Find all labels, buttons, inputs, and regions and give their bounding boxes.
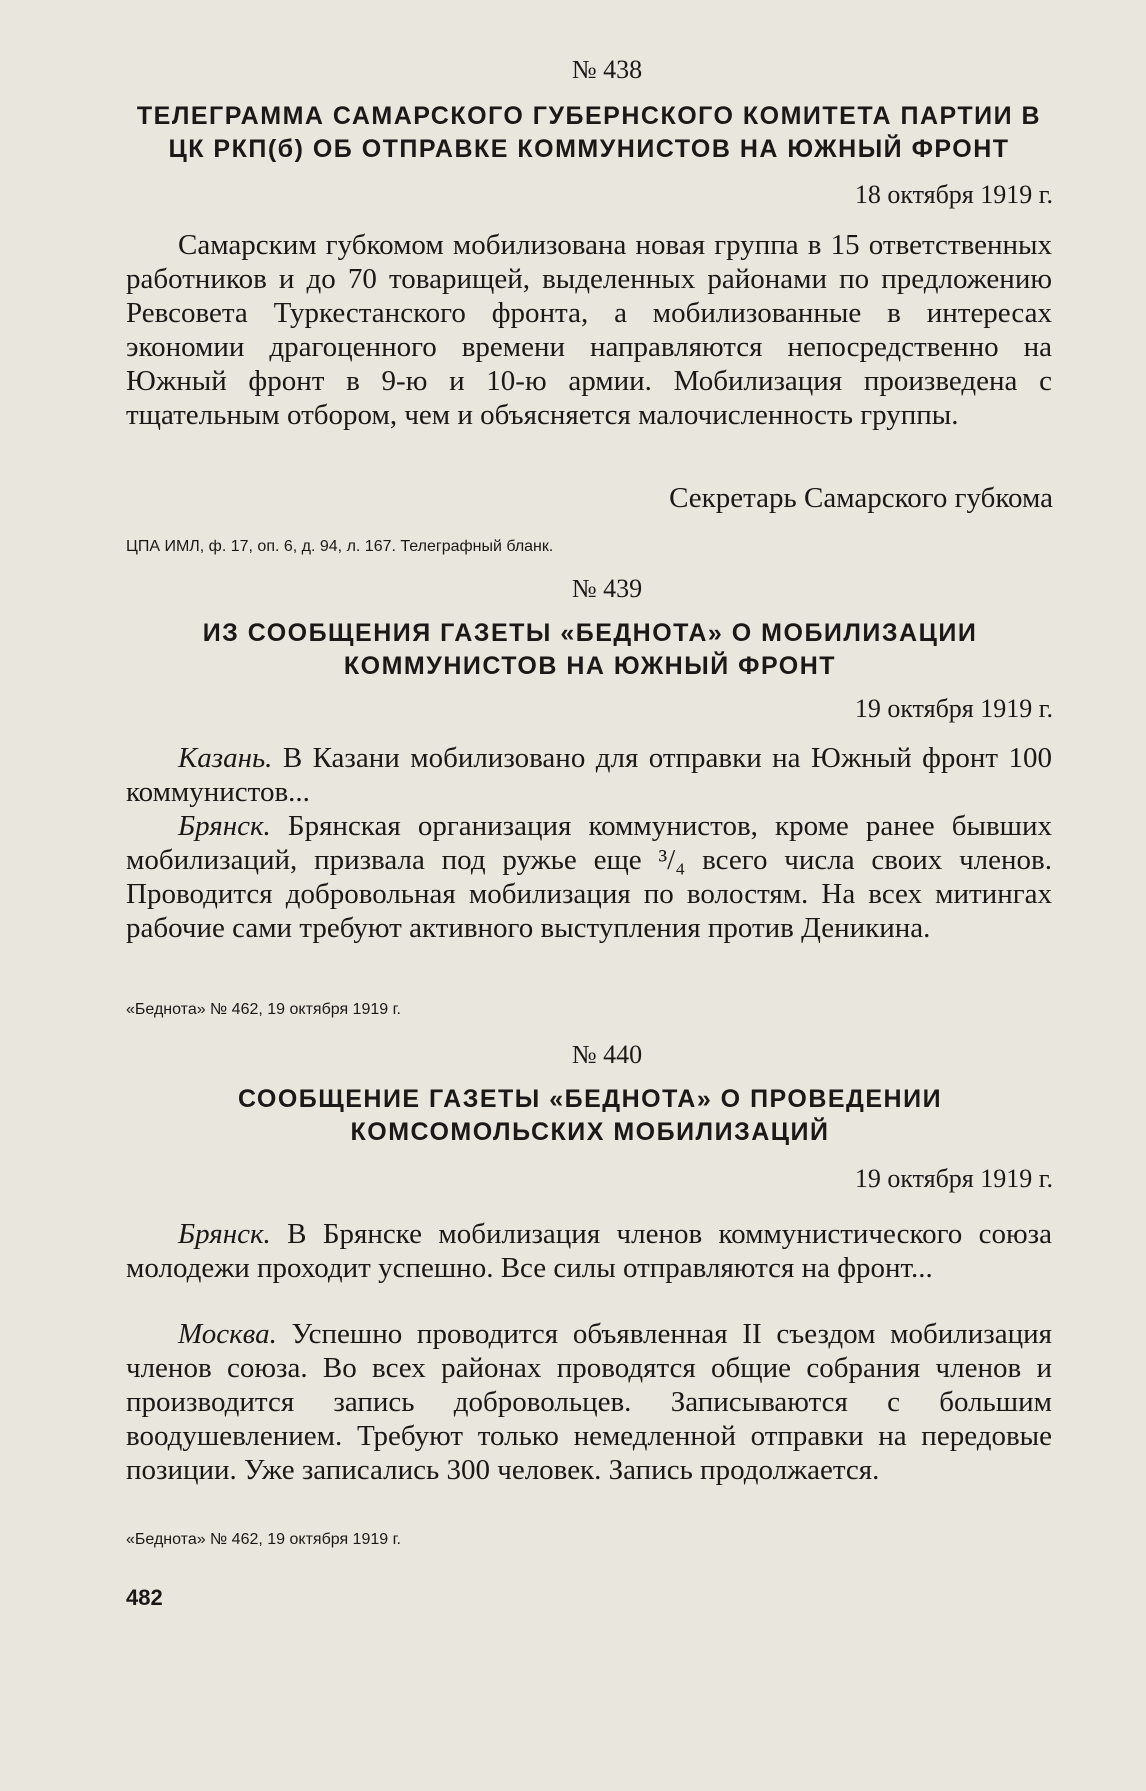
doc438-signature: Секретарь Самарского губкома xyxy=(669,482,1053,514)
doc440-text-bryansk: В Брянске мобилизация членов коммунистического союза молодежи проходит успешно. Все силы отправляются на фронт... xyxy=(126,1218,1052,1284)
doc439-title: ИЗ СООБЩЕНИЯ ГАЗЕТЫ «БЕДНОТА» О МОБИЛИЗАЦИИ КОММУНИСТОВ НА ЮЖНЫЙ ФРОНТ xyxy=(202,619,978,680)
doc439-number: № 439 xyxy=(571,574,643,603)
doc438-body: Самарским губкомом мобилизована новая группа в 15 ответственных работников и до 70 товарищей, выделенных районами по предложению Ревсовета Туркестанского фронта, а мобилизованные в интересах экономии драгоценного времени направляются непосредственно на Южный фронт в 9-ю и 10-ю армии. Мобилизация произведена с тщательным отбором, чем и объясняется малочисленность группы. xyxy=(126,229,1052,431)
doc439-text-bryansk: Брянская организация коммунистов, кроме ранее бывших мобилизаций, призвала под ружье еще ³/₄ всего числа своих членов. Проводится добровольная мобилизация по волостям. На всех митингах рабочие сами требуют активного выступления против Деникина. xyxy=(126,810,1052,944)
doc440-source: «Беднота» № 462, 19 октября 1919 г. xyxy=(126,1531,401,1548)
doc439-paragraph-bryansk xyxy=(126,809,1052,945)
doc440-number: № 440 xyxy=(571,1040,643,1069)
doc440-paragraph-bryansk xyxy=(126,1217,1052,1285)
doc440-place-moskva: Москва. xyxy=(178,1318,277,1350)
doc439-date: 19 октября 1919 г. xyxy=(854,694,1053,723)
doc440-place-bryansk: Брянск. xyxy=(178,1218,271,1250)
doc438-title: ТЕЛЕГРАММА САМАРСКОГО ГУБЕРНСКОГО КОМИТЕТА ПАРТИИ В ЦК РКП(б) ОБ ОТПРАВКЕ КОММУНИСТОВ НА ЮЖНЫЙ ФРОНТ xyxy=(136,102,1042,163)
page-number: 482 xyxy=(126,1585,163,1610)
doc440-paragraph-moskva xyxy=(126,1317,1052,1487)
doc440-text-moskva: Успешно проводится объявленная II съездом мобилизация членов союза. Во всех районах проводятся общие собрания членов и производится запись добровольцев. Записываются с большим воодушевлением. Требуют только немедленной отправки на передовые позиции. Уже записались 300 человек. Запись продолжается. xyxy=(126,1318,1052,1486)
doc439-paragraph-kazan xyxy=(126,741,1052,809)
doc438-date: 18 октября 1919 г. xyxy=(854,180,1053,209)
doc440-title: СООБЩЕНИЕ ГАЗЕТЫ «БЕДНОТА» О ПРОВЕДЕНИИ КОМСОМОЛЬСКИХ МОБИЛИЗАЦИЙ xyxy=(237,1085,943,1146)
doc438-source: ЦПА ИМЛ, ф. 17, оп. 6, д. 94, л. 167. Телеграфный бланк. xyxy=(126,538,554,555)
doc439-place-bryansk: Брянск. xyxy=(178,810,271,842)
doc438-number: № 438 xyxy=(571,55,643,84)
doc440-date: 19 октября 1919 г. xyxy=(854,1164,1053,1193)
doc439-place-kazan: Казань. xyxy=(178,742,273,774)
doc439-text-kazan: В Казани мобилизовано для отправки на Южный фронт 100 коммунистов... xyxy=(126,742,1052,808)
doc439-source: «Беднота» № 462, 19 октября 1919 г. xyxy=(126,1001,401,1018)
